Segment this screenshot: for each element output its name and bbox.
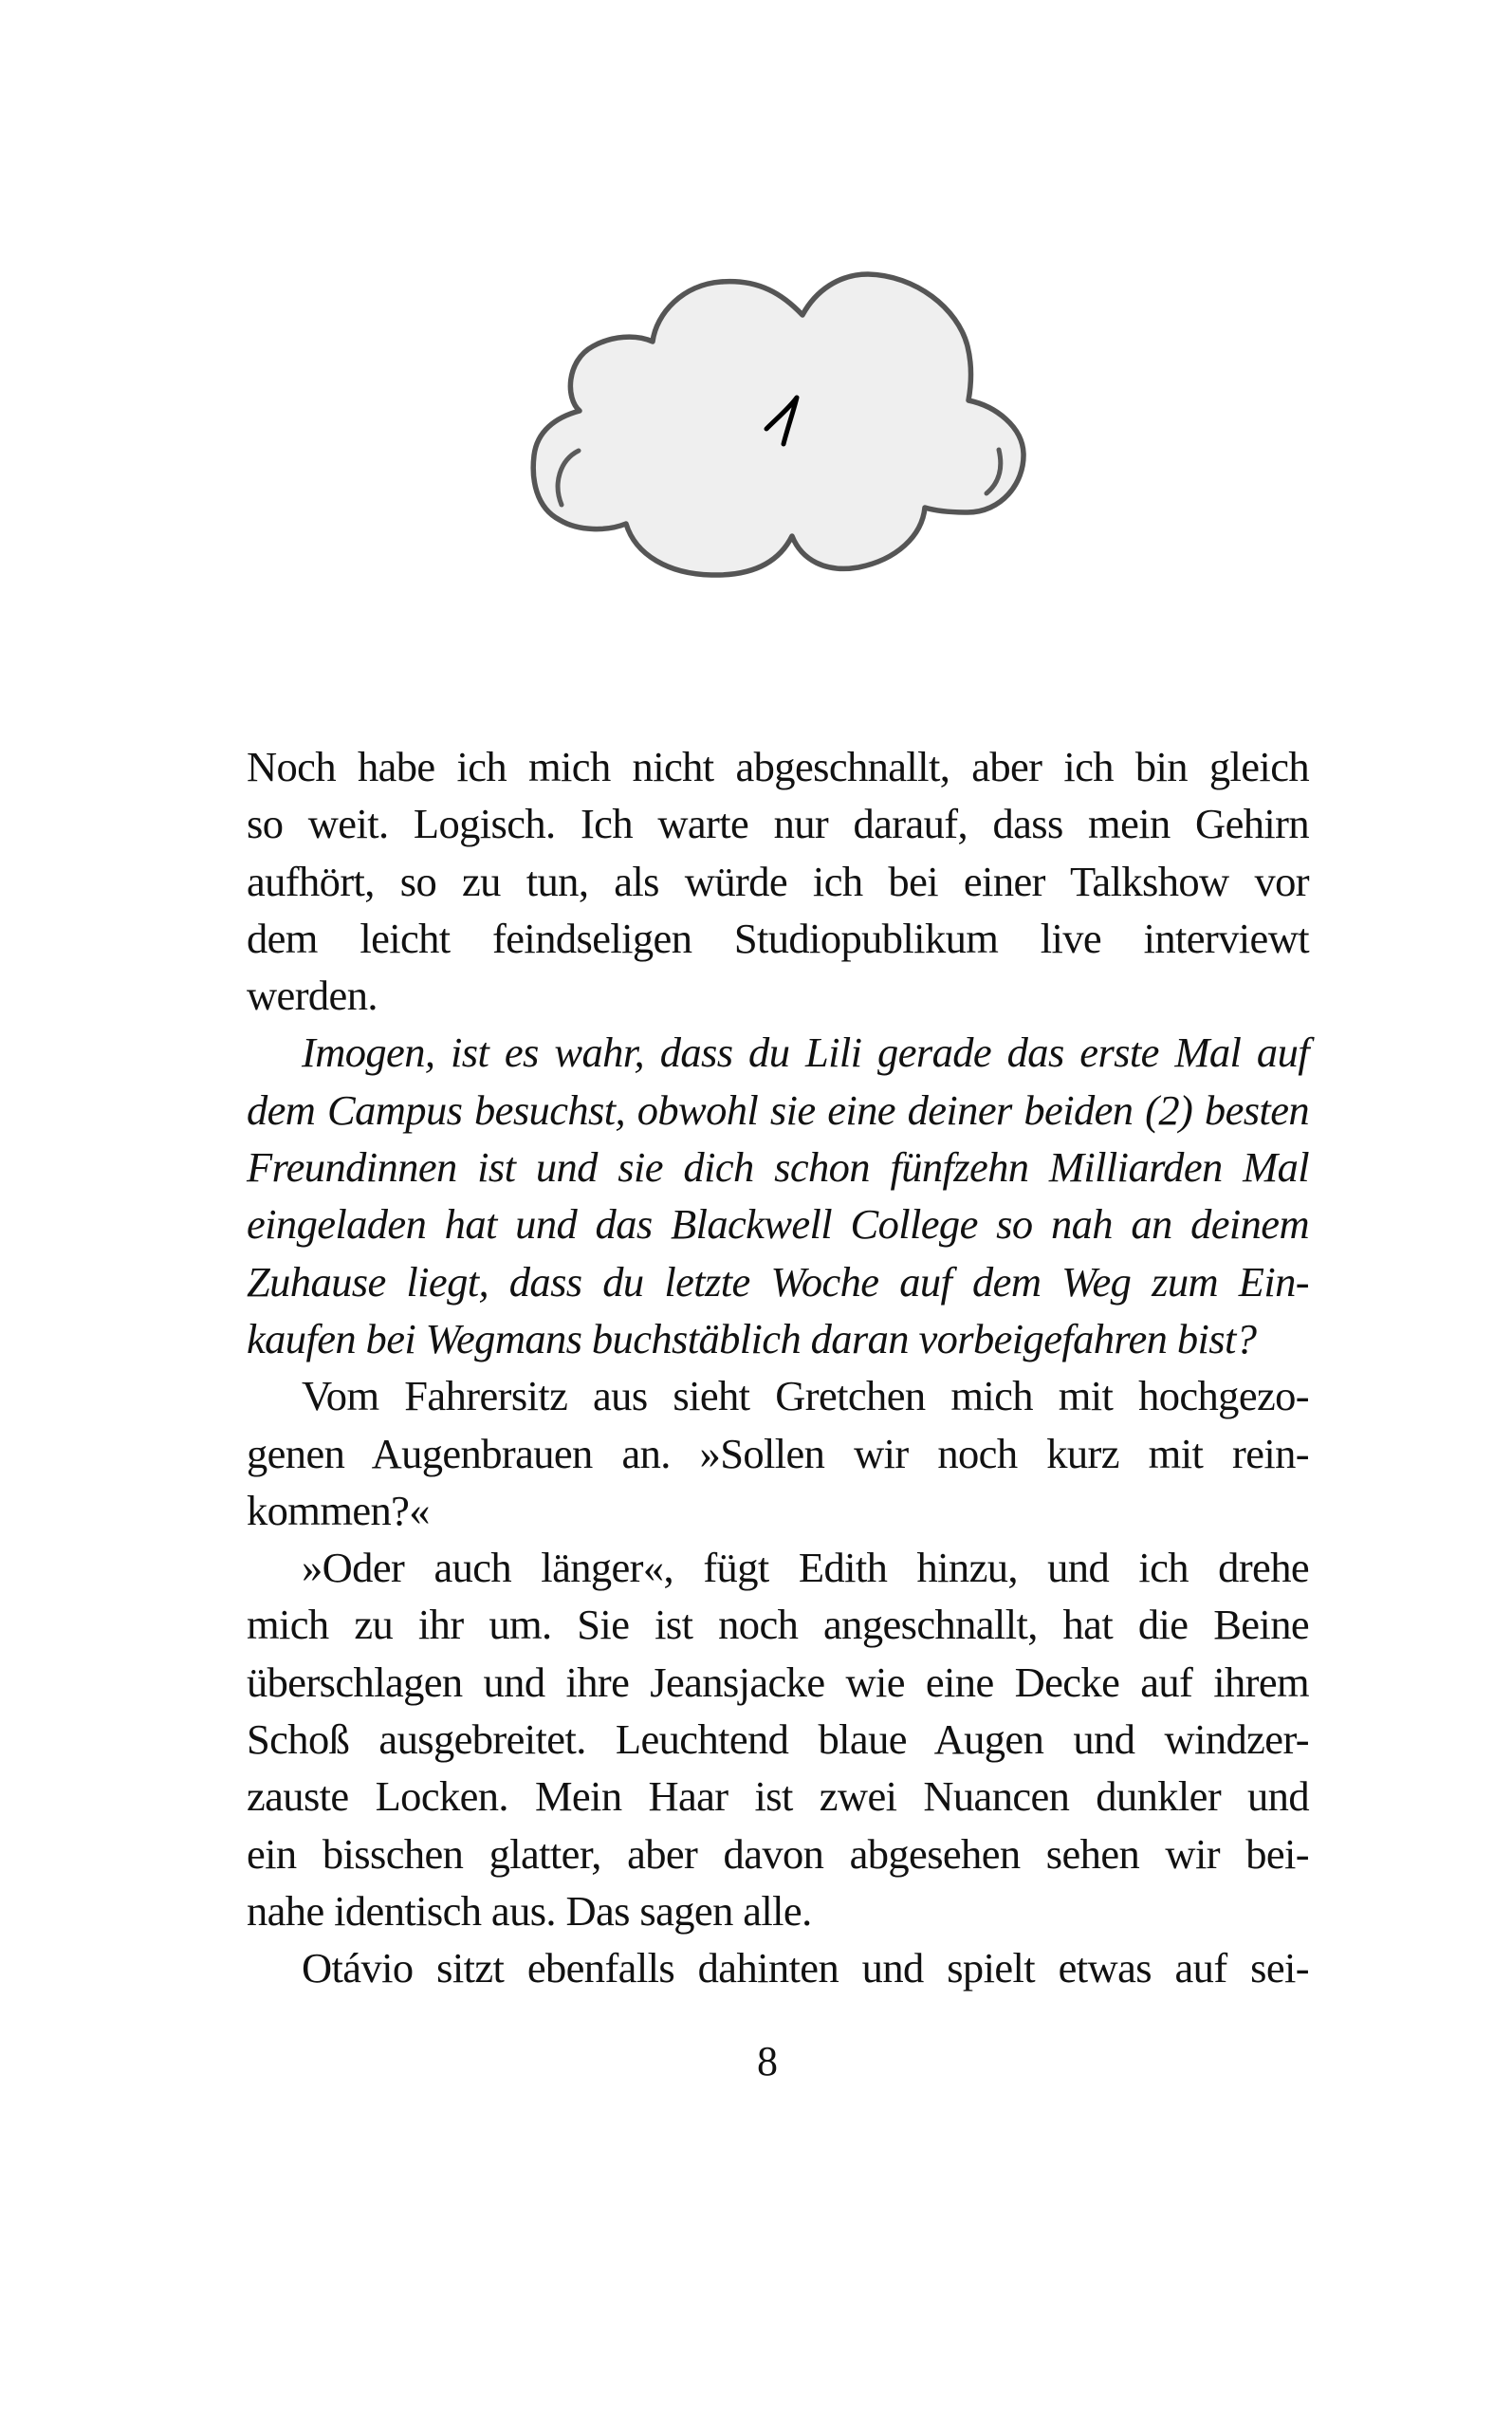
text-line: genen Augenbrauen an. »Sollen wir noch kurz mit rein- <box>247 1429 1309 1477</box>
text-line: dem leicht feindseligen Studiopublikum live interviewt <box>247 914 1309 962</box>
text-line: überschlagen und ihre Jeansjacke wie eine Decke auf ihrem <box>247 1658 1309 1706</box>
text-line: zauste Locken. Mein Haar ist zwei Nuancen dunkler und <box>247 1772 1309 1821</box>
text-line: »Oder auch länger«, fügt Edith hinzu, und ich drehe <box>302 1544 1309 1592</box>
body-text <box>247 738 1309 1997</box>
text-line: nahe identisch aus. Das sagen alle. <box>247 1886 812 1935</box>
paragraph <box>247 1539 1309 1939</box>
paragraph <box>247 1367 1309 1539</box>
paragraph-italic-thought <box>247 1024 1309 1367</box>
text-line: Imogen, ist es wahr, dass du Lili gerade das erste Mal auf <box>302 1028 1309 1077</box>
text-line: aufhört, so zu tun, als würde ich bei einer Talkshow vor <box>247 857 1309 905</box>
paragraph <box>247 738 1309 1024</box>
text-line: kaufen bei Wegmans buchstäblich daran vorbeigefahren bist? <box>247 1314 1257 1362</box>
cloud-shape <box>533 274 1023 575</box>
page-number: 8 <box>757 2038 778 2085</box>
text-line: Zuhause liegt, dass du letzte Woche auf dem Weg zum Ein- <box>247 1257 1309 1306</box>
text-line: werden. <box>247 972 378 1020</box>
text-line: ein bisschen glatter, aber davon abgesehen sehen wir bei- <box>247 1829 1309 1878</box>
text-line: Vom Fahrersitz aus sieht Gretchen mich mit hochgezo- <box>302 1372 1309 1420</box>
text-line: dem Campus besuchst, obwohl sie eine deiner beiden (2) besten <box>247 1085 1309 1134</box>
text-line: Freundinnen ist und sie dich schon fünfzehn Milliarden Mal <box>247 1143 1309 1192</box>
chapter-heading <box>512 256 1043 598</box>
text-line: Schoß ausgebreitet. Leuchtend blaue Augen und windzer- <box>247 1715 1309 1764</box>
text-line: eingeladen hat und das Blackwell College so nah an deinem <box>247 1200 1309 1249</box>
cloud-icon <box>512 256 1043 598</box>
text-line: Noch habe ich mich nicht abgeschnallt, aber ich bin gleich <box>247 743 1309 790</box>
text-line: kommen?« <box>247 1486 430 1534</box>
text-line: Otávio sitzt ebenfalls dahinten und spielt etwas auf sei- <box>302 1944 1309 1992</box>
paragraph <box>247 1939 1309 1996</box>
text-line: so weit. Logisch. Ich warte nur darauf, dass mein Gehirn <box>247 800 1309 848</box>
text-line: mich zu ihr um. Sie ist noch angeschnallt, hat die Beine <box>247 1601 1309 1649</box>
